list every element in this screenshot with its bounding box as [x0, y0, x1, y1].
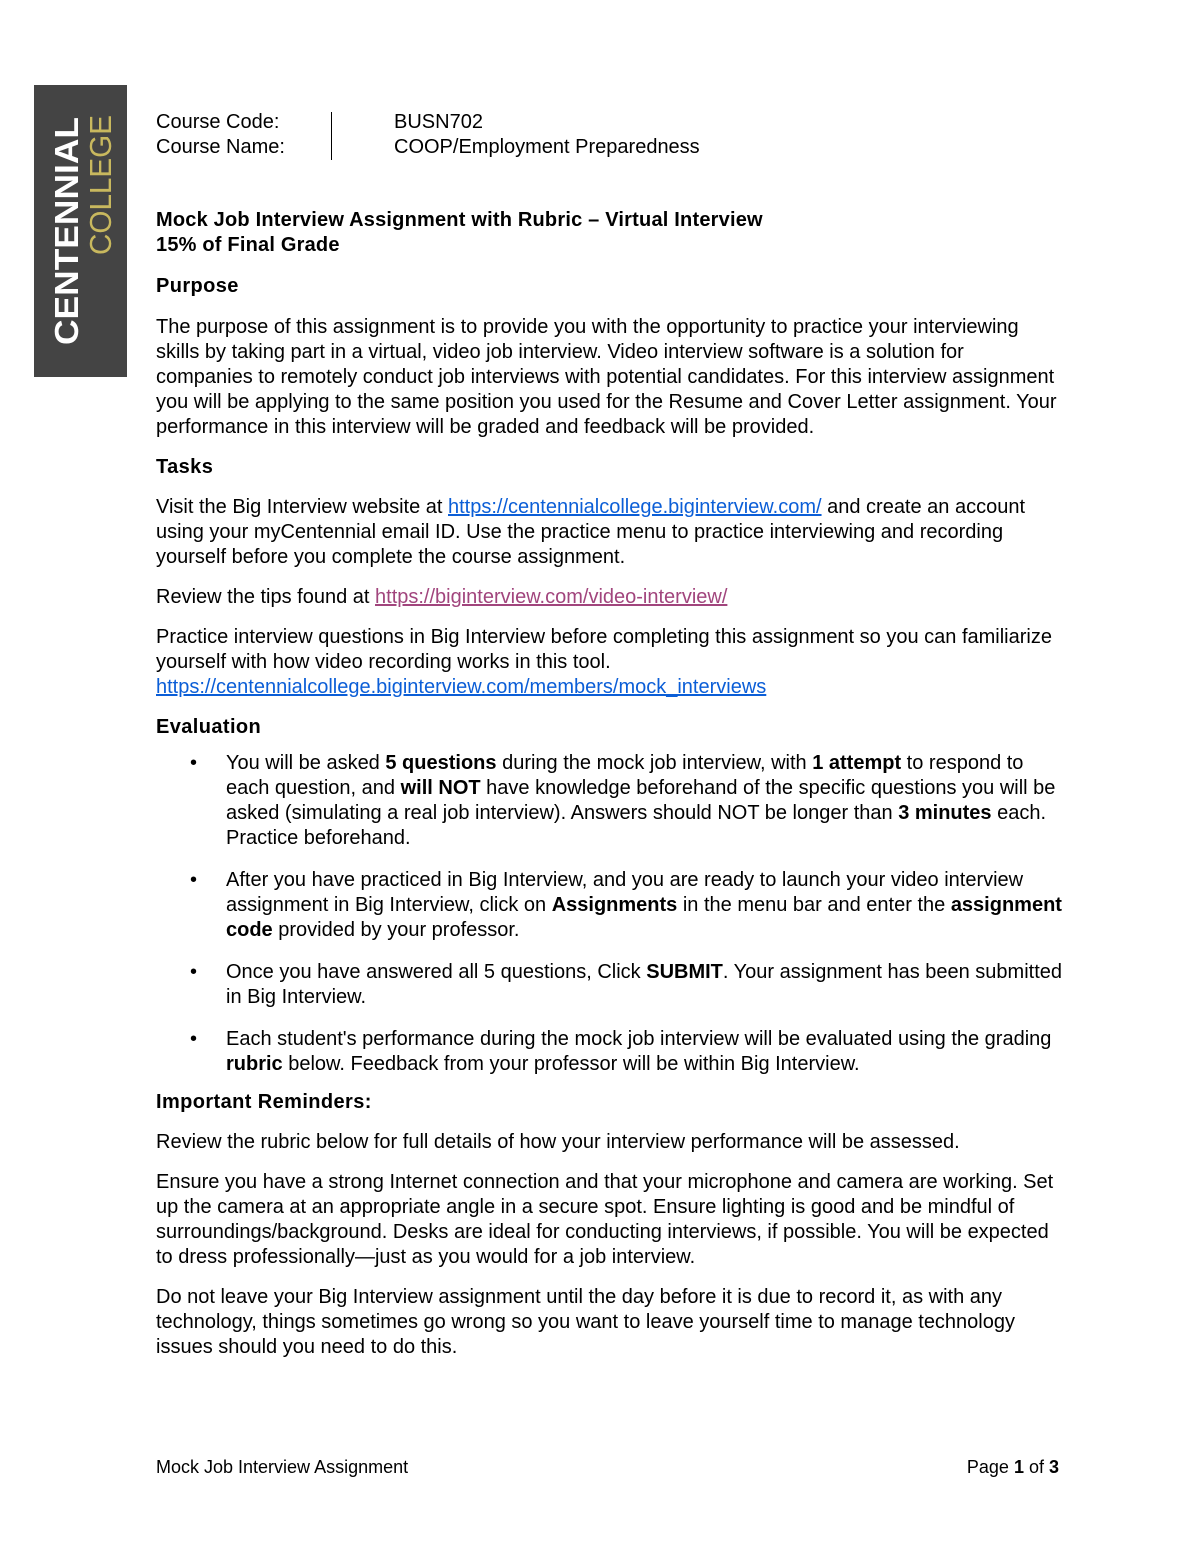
footer-document-title: Mock Job Interview Assignment: [156, 1457, 409, 1477]
course-code-value: BUSN702: [394, 111, 483, 133]
course-code-label: Course Code:: [156, 111, 280, 133]
evaluation-item-rubric: • Each student's performance during the mock job interview will be evaluated using the grading rubric below. Feedback from your professor will be within Big Interview.: [156, 1027, 1066, 1077]
logo-line2: COLLEGE: [83, 108, 118, 255]
meta-divider: [331, 112, 332, 160]
document-body: [156, 208, 1066, 1360]
evaluation-item-launch: • After you have practiced in Big Interview, and you are ready to launch your video interview assignment in Big Interview, click on Assignments in the menu bar and enter the assignment code provided by your professor.: [156, 868, 1066, 943]
video-interview-tips-link[interactable]: https://biginterview.com/video-interview/: [375, 586, 728, 608]
evaluation-item-questions: • You will be asked 5 questions during the mock job interview, with 1 attempt to respond to each question, and will NOT have knowledge beforehand of the specific questions you will be asked (simulating a real job interview). Answers should NOT be longer than 3 minutes each. Practice beforehand.: [156, 751, 1066, 851]
logo-line1: CENTENNIAL: [48, 132, 85, 345]
assignment-title: Mock Job Interview Assignment with Rubric – Virtual Interview: [156, 209, 763, 231]
reminders-heading: Important Reminders:: [156, 1091, 372, 1113]
tasks-paragraph-1: Visit the Big Interview website at https://centennialcollege.biginterview.com/ and create an account using your myCentennial email ID. Use the practice menu to practice interviewing and recording yourself before you complete the course assignment.: [156, 496, 1026, 568]
tasks-paragraph-3: Practice interview questions in Big Interview before completing this assignment so you can familiarize yourself with how video recording works in this tool. https://centennialcollege.biginterview.com/members/mock_interviews: [156, 626, 1052, 698]
purpose-text: The purpose of this assignment is to provide you with the opportunity to practice your interviewing skills by taking part in a virtual, video job interview. Video interview software is a solution for companies to remotely conduct job interviews with potential candidates. For this interview assignment you will be applying to the same position you used for the Resume and Cover Letter assignment. Your performance in this interview will be graded and feedback will be provided.: [156, 316, 1057, 438]
evaluation-item-submit: • Once you have answered all 5 questions, Click SUBMIT. Your assignment has been submitted in Big Interview.: [156, 960, 1066, 1010]
reminders-paragraph-2: Ensure you have a strong Internet connection and that your microphone and camera are working. Set up the camera at an appropriate angle in a secure spot. Ensure lighting is good and be mindful of surroundings/background. Desks are ideal for conducting interviews, if possible. You will be expected to dress professionally—just as you would for a job interview.: [156, 1171, 1054, 1268]
college-logo: [34, 85, 127, 377]
grade-weight: 15% of Final Grade: [156, 234, 340, 256]
mock-interviews-link[interactable]: https://centennialcollege.biginterview.com/members/mock_interviews: [156, 676, 767, 698]
purpose-heading: Purpose: [156, 275, 239, 297]
tasks-heading: Tasks: [156, 456, 214, 478]
college-logo-graphic: [34, 85, 127, 377]
footer-page-number: Page 1 of 3: [966, 1457, 1059, 1477]
tasks-paragraph-2: Review the tips found at https://biginterview.com/video-interview/: [156, 586, 728, 608]
evaluation-heading: Evaluation: [156, 716, 262, 738]
biginterview-site-link[interactable]: https://centennialcollege.biginterview.com/: [448, 496, 822, 518]
reminders-paragraph-3: Do not leave your Big Interview assignment until the day before it is due to record it, as with any technology, things sometimes go wrong so you want to leave yourself time to manage technology issues should you need to do this.: [156, 1286, 1015, 1358]
evaluation-list: [156, 751, 1066, 1077]
reminders-paragraph-1: Review the rubric below for full details of how your interview performance will be assessed.: [156, 1131, 960, 1153]
course-name-label: Course Name:: [156, 136, 285, 158]
course-name-value: COOP/Employment Preparedness: [394, 136, 700, 158]
